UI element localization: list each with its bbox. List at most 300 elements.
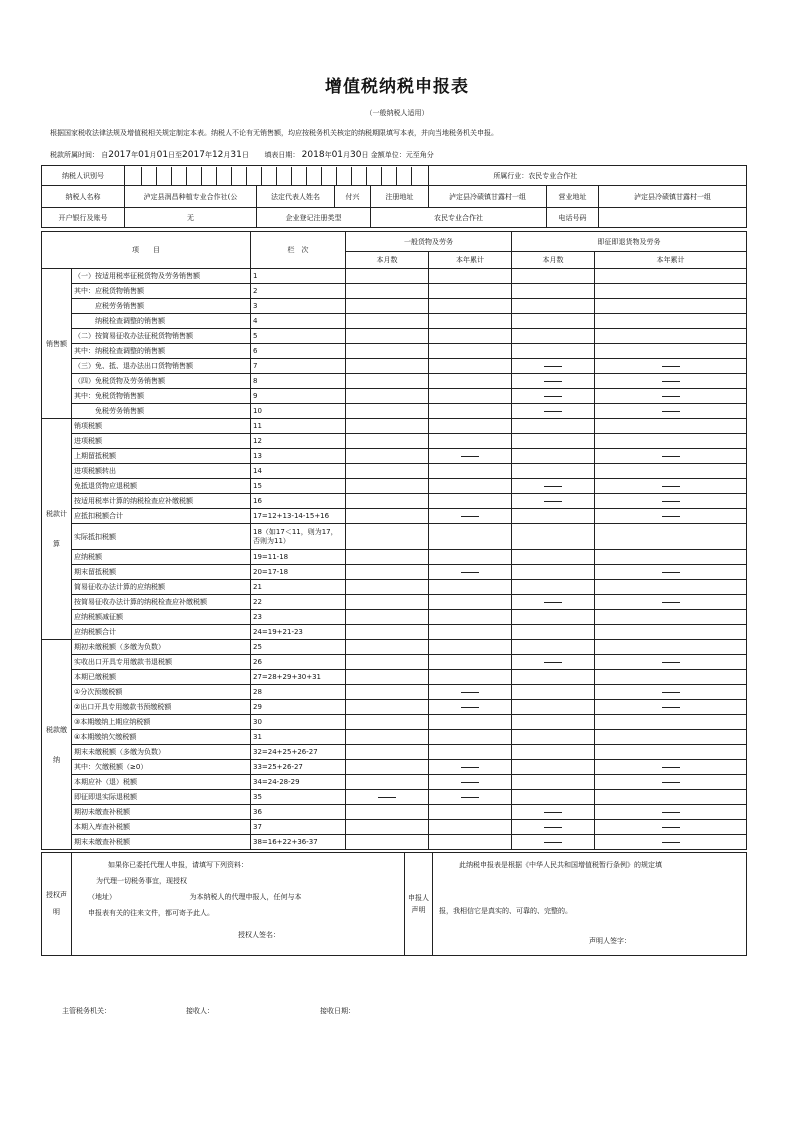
cell-general-month[interactable] [346, 715, 429, 730]
cell-refund-year[interactable] [595, 314, 747, 329]
cell-refund-year[interactable] [595, 550, 747, 565]
period-to-prefix: 日至 [168, 151, 183, 159]
period-from-prefix: 自 [101, 151, 109, 159]
row-line-number: 34=24-28-29 [251, 775, 346, 790]
cell-general-month[interactable] [346, 449, 429, 464]
row-item-label: 上期留抵税额 [72, 449, 251, 464]
row-item-label: 按适用税率计算的纳税检查应补缴税额 [72, 494, 251, 509]
not-applicable-dash [544, 662, 562, 663]
not-applicable-dash [662, 692, 680, 693]
table-row [42, 760, 747, 775]
cell-general-month[interactable] [346, 314, 429, 329]
footer-date: 接收日期： [320, 1007, 355, 1015]
cell-refund-year[interactable] [595, 299, 747, 314]
cell-general-month[interactable] [346, 434, 429, 449]
table-row [42, 329, 747, 344]
cell-general-month[interactable] [346, 775, 429, 790]
cell-general-month[interactable] [346, 509, 429, 524]
not-applicable-dash [662, 381, 680, 382]
row-line-number: 12 [251, 434, 346, 449]
amount-unit: 金额单位：元至角分 [370, 151, 434, 159]
row-item-label: 其中：纳税检查调整的销售额 [72, 344, 251, 359]
cell-refund-month[interactable] [512, 314, 595, 329]
row-item-label: （四）免税货物及劳务销售额 [72, 374, 251, 389]
row-line-number: 5 [251, 329, 346, 344]
row-line-number: 9 [251, 389, 346, 404]
cell-refund-month[interactable] [512, 760, 595, 775]
cell-general-month[interactable] [346, 760, 429, 775]
taxpayer-id-label: 纳税人识别号 [42, 166, 125, 186]
taxpayer-name-value: 泸定县润昌种植专业合作社(公 [125, 186, 257, 208]
header-general: 一般货物及劳务 [346, 232, 512, 252]
cell-general-year[interactable] [429, 299, 512, 314]
phone-label: 电话号码 [547, 208, 599, 228]
cell-general-month[interactable] [346, 625, 429, 640]
cell-general-year [429, 509, 512, 524]
row-line-number: 24=19+21-23 [251, 625, 346, 640]
cell-general-month[interactable] [346, 479, 429, 494]
form-title: 增值税纳税申报表 [325, 77, 469, 97]
cell-refund-year[interactable] [595, 284, 747, 299]
row-item-label: 应纳税额 [72, 550, 251, 565]
fill-date-label: 填表日期： [264, 151, 300, 159]
cell-general-month[interactable] [346, 284, 429, 299]
auth-sign: 授权人签名： [238, 931, 280, 939]
table-row [42, 565, 747, 580]
row-item-label: 本期应补（退）税额 [72, 775, 251, 790]
cell-general-month[interactable] [346, 550, 429, 565]
cell-refund-year[interactable] [595, 790, 747, 805]
not-applicable-dash [461, 797, 479, 798]
cell-refund-month[interactable] [512, 419, 595, 434]
reg-type-label: 企业登记注册类型 [257, 208, 371, 228]
cell-general-month[interactable] [346, 299, 429, 314]
cell-refund-month[interactable] [512, 580, 595, 595]
row-line-number: 31 [251, 730, 346, 745]
cell-general-month[interactable] [346, 374, 429, 389]
cell-general-year[interactable] [429, 805, 512, 820]
cell-refund-month[interactable] [512, 670, 595, 685]
section-tax-paid: 税款缴纳 [42, 640, 72, 850]
cell-refund-month[interactable] [512, 565, 595, 580]
table-row [42, 550, 747, 565]
cell-general-year[interactable] [429, 745, 512, 760]
not-applicable-dash [544, 366, 562, 367]
not-applicable-dash [544, 411, 562, 412]
row-item-label: （一）按适用税率征税货物及劳务销售额 [72, 269, 251, 284]
cell-refund-month[interactable] [512, 299, 595, 314]
header-refund-year: 本年累计 [595, 252, 747, 269]
table-row [42, 775, 747, 790]
cell-general-year[interactable] [429, 344, 512, 359]
day-char: 日 [241, 151, 249, 159]
row-item-label: 期末留抵税额 [72, 565, 251, 580]
cell-general-month[interactable] [346, 820, 429, 835]
cell-general-year[interactable] [429, 284, 512, 299]
cell-refund-month[interactable] [512, 700, 595, 715]
row-line-number: 25 [251, 640, 346, 655]
section-tax-calc: 税款计算 [42, 419, 72, 640]
row-line-number: 14 [251, 464, 346, 479]
cell-refund-year [595, 404, 747, 419]
cell-refund-month[interactable] [512, 625, 595, 640]
cell-general-year[interactable] [429, 464, 512, 479]
not-applicable-dash [544, 381, 562, 382]
not-applicable-dash [662, 411, 680, 412]
cell-general-year[interactable] [429, 715, 512, 730]
cell-general-year[interactable] [429, 820, 512, 835]
legal-rep-label: 法定代表人姓名 [257, 186, 335, 208]
period-from-month: 01 [138, 150, 150, 160]
cell-refund-month[interactable] [512, 509, 595, 524]
cell-refund-year [595, 595, 747, 610]
cell-general-year[interactable] [429, 625, 512, 640]
table-row [42, 389, 747, 404]
table-row [42, 640, 747, 655]
period-to-month: 12 [211, 150, 224, 160]
reg-type-value: 农民专业合作社 [371, 208, 547, 228]
cell-general-year[interactable] [429, 389, 512, 404]
cell-refund-month [512, 404, 595, 419]
cell-general-month[interactable] [346, 404, 429, 419]
table-row [42, 359, 747, 374]
cell-general-month[interactable] [346, 700, 429, 715]
row-item-label: 免抵退货物应退税额 [72, 479, 251, 494]
cell-refund-year [595, 374, 747, 389]
row-line-number: 6 [251, 344, 346, 359]
cell-refund-month[interactable] [512, 685, 595, 700]
section-sales: 销售额 [42, 269, 72, 419]
row-line-number: 28 [251, 685, 346, 700]
table-row [42, 374, 747, 389]
row-line-number: 27=28+29+30+31 [251, 670, 346, 685]
cell-general-year[interactable] [429, 434, 512, 449]
cell-refund-month[interactable] [512, 449, 595, 464]
table-row [42, 314, 747, 329]
cell-refund-month[interactable] [512, 745, 595, 760]
cell-general-month[interactable] [346, 580, 429, 595]
cell-general-year[interactable] [429, 269, 512, 284]
not-applicable-dash [461, 782, 479, 783]
cell-refund-month[interactable] [512, 610, 595, 625]
cell-general-year[interactable] [429, 730, 512, 745]
header-item: 项 目 [42, 232, 251, 269]
cell-refund-year[interactable] [595, 524, 747, 550]
row-line-number: 4 [251, 314, 346, 329]
row-line-number: 18（如17＜11，则为17，否则为11） [251, 524, 346, 550]
cell-general-month[interactable] [346, 329, 429, 344]
month-char: 月 [343, 151, 351, 159]
cell-refund-month [512, 374, 595, 389]
cell-general-year[interactable] [429, 595, 512, 610]
cell-refund-year [595, 449, 747, 464]
cell-refund-year[interactable] [595, 625, 747, 640]
row-item-label: 简易征收办法计算的应纳税额 [72, 580, 251, 595]
row-item-label: 应纳税额合计 [72, 625, 251, 640]
cell-general-year[interactable] [429, 655, 512, 670]
cell-refund-month[interactable] [512, 640, 595, 655]
auth-line-2: 为代理一切税务事宜，现授权 [96, 877, 187, 885]
not-applicable-dash [544, 602, 562, 603]
row-item-label: 本期已缴税额 [72, 670, 251, 685]
period-to-year: 2017 [182, 150, 205, 160]
table-row [42, 299, 747, 314]
cell-refund-year [595, 805, 747, 820]
not-applicable-dash [461, 767, 479, 768]
cell-general-year[interactable] [429, 329, 512, 344]
cell-general-month[interactable] [346, 730, 429, 745]
cell-refund-month [512, 835, 595, 850]
cell-refund-month[interactable] [512, 730, 595, 745]
row-item-label: 免税劳务销售额 [72, 404, 251, 419]
table-row [42, 610, 747, 625]
cell-general-month[interactable] [346, 565, 429, 580]
row-item-label: 应税劳务销售额 [72, 299, 251, 314]
cell-general-year[interactable] [429, 580, 512, 595]
cell-general-month[interactable] [346, 389, 429, 404]
cell-general-month[interactable] [346, 464, 429, 479]
cell-refund-year[interactable] [595, 670, 747, 685]
table-row [42, 715, 747, 730]
cell-refund-month[interactable] [512, 344, 595, 359]
table-row [42, 449, 747, 464]
cell-general-month[interactable] [346, 670, 429, 685]
not-applicable-dash [662, 842, 680, 843]
row-item-label: ④本期缴纳欠缴税额 [72, 730, 251, 745]
taxpayer-name-label: 纳税人名称 [42, 186, 125, 208]
year-char: 年 [131, 151, 139, 159]
cell-general-year [429, 449, 512, 464]
cell-general-year[interactable] [429, 359, 512, 374]
table-row [42, 670, 747, 685]
not-applicable-dash [461, 516, 479, 517]
cell-refund-month[interactable] [512, 269, 595, 284]
row-line-number: 15 [251, 479, 346, 494]
cell-refund-year[interactable] [595, 745, 747, 760]
biz-addr-value: 泸定县冷碛镇甘露村一组 [599, 186, 747, 208]
row-line-number: 19=11-18 [251, 550, 346, 565]
row-line-number: 3 [251, 299, 346, 314]
id-digit-boxes [127, 167, 426, 185]
row-line-number: 21 [251, 580, 346, 595]
header-refund-month: 本月数 [512, 252, 595, 269]
table-row [42, 790, 747, 805]
month-char: 月 [223, 151, 231, 159]
period-line [50, 150, 434, 160]
form-intro: 根据国家税收法律法规及增值税相关规定制定本表。纳税人不论有无销售额，均应按税务机关核定的纳税期限填写本表，并向当地税务机关申报。 [50, 129, 498, 137]
cell-general-month[interactable] [346, 610, 429, 625]
row-line-number: 35 [251, 790, 346, 805]
not-applicable-dash [662, 366, 680, 367]
table-row [42, 685, 747, 700]
period-from-year: 2017 [108, 150, 132, 160]
not-applicable-dash [662, 501, 680, 502]
cell-general-month[interactable] [346, 745, 429, 760]
row-item-label: 实收出口开具专用缴款书退税额 [72, 655, 251, 670]
not-applicable-dash [662, 516, 680, 517]
table-row [42, 730, 747, 745]
not-applicable-dash [662, 767, 680, 768]
form-subtitle: （一般纳税人适用） [365, 109, 429, 117]
not-applicable-dash [461, 692, 479, 693]
table-row [42, 509, 747, 524]
not-applicable-dash [544, 842, 562, 843]
table-row [42, 580, 747, 595]
cell-general-year[interactable] [429, 550, 512, 565]
not-applicable-dash [662, 707, 680, 708]
cell-general-year[interactable] [429, 404, 512, 419]
decl-label: 申报人声明 [405, 853, 433, 956]
cell-general-year[interactable] [429, 374, 512, 389]
row-line-number: 7 [251, 359, 346, 374]
cell-general-month[interactable] [346, 269, 429, 284]
cell-general-month[interactable] [346, 419, 429, 434]
cell-refund-year[interactable] [595, 344, 747, 359]
row-line-number: 29 [251, 700, 346, 715]
table-row [42, 625, 747, 640]
cell-refund-month [512, 479, 595, 494]
row-item-label: 期末未缴查补税额 [72, 835, 251, 850]
cell-refund-month[interactable] [512, 775, 595, 790]
table-row [42, 419, 747, 434]
row-item-label: 其中：免税货物销售额 [72, 389, 251, 404]
cell-general-month[interactable] [346, 640, 429, 655]
row-line-number: 30 [251, 715, 346, 730]
cell-refund-year[interactable] [595, 730, 747, 745]
cell-refund-year[interactable] [595, 434, 747, 449]
year-char: 年 [204, 151, 212, 159]
cell-refund-year[interactable] [595, 419, 747, 434]
table-row [42, 494, 747, 509]
cell-general-year[interactable] [429, 494, 512, 509]
cell-general-month[interactable] [346, 524, 429, 550]
cell-refund-month[interactable] [512, 434, 595, 449]
cell-general-year[interactable] [429, 479, 512, 494]
cell-refund-month [512, 655, 595, 670]
cell-general-month[interactable] [346, 595, 429, 610]
not-applicable-dash [544, 501, 562, 502]
cell-general-month[interactable] [346, 494, 429, 509]
cell-general-year[interactable] [429, 835, 512, 850]
table-row [42, 595, 747, 610]
cell-general-year [429, 565, 512, 580]
table-row [42, 284, 747, 299]
cell-general-year[interactable] [429, 610, 512, 625]
cell-refund-month[interactable] [512, 790, 595, 805]
cell-general-month[interactable] [346, 344, 429, 359]
industry-value: 农民专业合作社 [528, 171, 578, 180]
declaration-table [41, 852, 747, 956]
cell-refund-year[interactable] [595, 580, 747, 595]
fill-day: 30 [350, 150, 362, 160]
footer-authority: 主管税务机关： [62, 1007, 111, 1015]
period-from-day: 01 [156, 150, 169, 160]
taxpayer-id-cells [125, 166, 429, 186]
cell-refund-year[interactable] [595, 464, 747, 479]
cell-general-year [429, 790, 512, 805]
not-applicable-dash [662, 396, 680, 397]
header-col: 栏 次 [251, 232, 346, 269]
table-row [42, 269, 747, 284]
cell-refund-year [595, 820, 747, 835]
cell-general-month[interactable] [346, 835, 429, 850]
cell-general-year[interactable] [429, 640, 512, 655]
not-applicable-dash [544, 827, 562, 828]
cell-refund-year [595, 509, 747, 524]
not-applicable-dash [461, 707, 479, 708]
row-line-number: 1 [251, 269, 346, 284]
cell-refund-month[interactable] [512, 550, 595, 565]
cell-general-year[interactable] [429, 670, 512, 685]
cell-refund-month[interactable] [512, 284, 595, 299]
cell-refund-year [595, 655, 747, 670]
cell-refund-month [512, 595, 595, 610]
auth-line-3: （地址） 为本纳税人的代理申报人，任何与本 [88, 893, 302, 901]
cell-refund-month[interactable] [512, 715, 595, 730]
not-applicable-dash [662, 602, 680, 603]
table-row [42, 464, 747, 479]
row-item-label: ②出口开具专用缴款书预缴税额 [72, 700, 251, 715]
decl-line-2: 报，我相信它是真实的、可靠的、完整的。 [439, 907, 572, 915]
table-row [42, 404, 747, 419]
auth-line-1: 如果你已委托代理人申报，请填写下列资料： [108, 861, 248, 869]
table-body [42, 269, 747, 850]
footer-receiver: 接收人： [186, 1007, 214, 1015]
phone-value [599, 208, 747, 228]
cell-refund-year[interactable] [595, 269, 747, 284]
fill-month: 01 [331, 150, 344, 160]
cell-general-year[interactable] [429, 314, 512, 329]
cell-refund-month[interactable] [512, 329, 595, 344]
cell-general-year[interactable] [429, 524, 512, 550]
row-item-label: 本期入库查补税额 [72, 820, 251, 835]
row-line-number: 8 [251, 374, 346, 389]
table-row [42, 745, 747, 760]
row-line-number: 2 [251, 284, 346, 299]
cell-refund-year[interactable] [595, 640, 747, 655]
cell-refund-year[interactable] [595, 610, 747, 625]
cell-general-year[interactable] [429, 419, 512, 434]
row-line-number: 11 [251, 419, 346, 434]
cell-general-month[interactable] [346, 685, 429, 700]
bank-value: 无 [125, 208, 257, 228]
not-applicable-dash [662, 782, 680, 783]
cell-general-month[interactable] [346, 655, 429, 670]
cell-refund-year [595, 835, 747, 850]
cell-general-year [429, 775, 512, 790]
row-item-label: ③本期缴纳上期应纳税额 [72, 715, 251, 730]
biz-addr-label: 营业地址 [547, 186, 599, 208]
cell-refund-month [512, 359, 595, 374]
row-line-number: 10 [251, 404, 346, 419]
cell-general-month[interactable] [346, 359, 429, 374]
row-line-number: 36 [251, 805, 346, 820]
cell-general-year [429, 760, 512, 775]
row-item-label: 进项税额 [72, 434, 251, 449]
not-applicable-dash [544, 812, 562, 813]
row-item-label: 纳税检查调整的销售额 [72, 314, 251, 329]
cell-refund-year[interactable] [595, 329, 747, 344]
cell-refund-month[interactable] [512, 524, 595, 550]
bank-label: 开户银行及账号 [42, 208, 125, 228]
cell-general-month[interactable] [346, 805, 429, 820]
reg-addr-value: 泸定县冷碛镇甘露村一组 [429, 186, 547, 208]
cell-general-year [429, 700, 512, 715]
cell-refund-month[interactable] [512, 464, 595, 479]
row-item-label: 其中：应税货物销售额 [72, 284, 251, 299]
cell-refund-year[interactable] [595, 715, 747, 730]
table-row [42, 655, 747, 670]
